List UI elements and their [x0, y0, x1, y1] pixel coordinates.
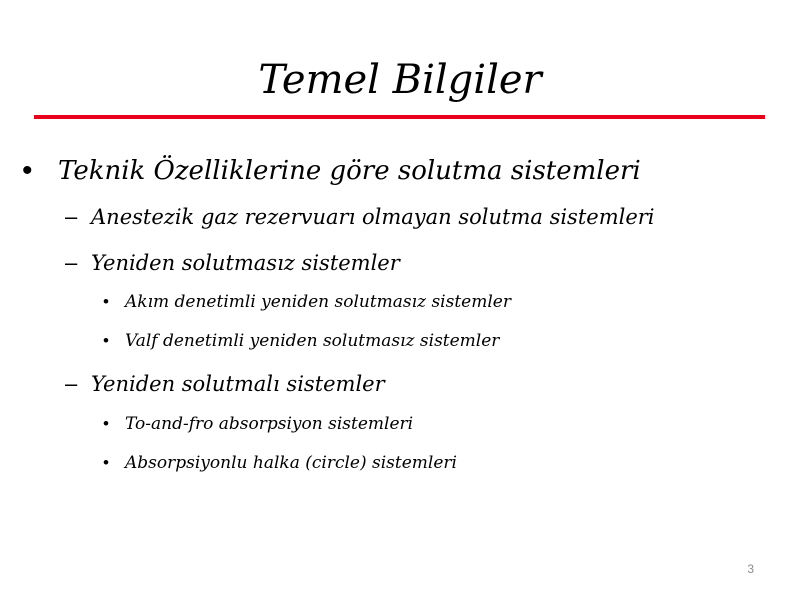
list-item-level3: Absorpsiyonlu halka (circle) sistemleri — [125, 453, 457, 473]
list-item-level2: Yeniden solutmalı sistemler — [91, 372, 385, 396]
dash-icon: – — [65, 250, 78, 275]
dash-icon: – — [65, 371, 78, 396]
list-item-level1: Teknik Özelliklerine göre solutma sistemleri — [58, 156, 641, 186]
list-item-level2: Yeniden solutmasız sistemler — [91, 251, 400, 275]
bullet-icon: • — [103, 414, 109, 433]
list-item-level2: Anestezik gaz rezervuarı olmayan solutma sistemleri — [91, 205, 655, 229]
bullet-icon: • — [103, 292, 109, 311]
list-item-level3: To-and-fro absorpsiyon sistemleri — [125, 414, 414, 434]
bullet-icon: • — [103, 453, 109, 472]
slide-title: Temel Bilgiler — [258, 57, 542, 103]
title-divider — [34, 115, 765, 119]
bullet-icon: • — [22, 154, 33, 187]
list-item-level3: Akım denetimli yeniden solutmasız sistemler — [125, 292, 511, 312]
list-item-level3: Valf denetimli yeniden solutmasız sistemler — [125, 331, 500, 351]
dash-icon: – — [65, 204, 78, 229]
bullet-icon: • — [103, 331, 109, 350]
page-number: 3 — [747, 562, 754, 576]
